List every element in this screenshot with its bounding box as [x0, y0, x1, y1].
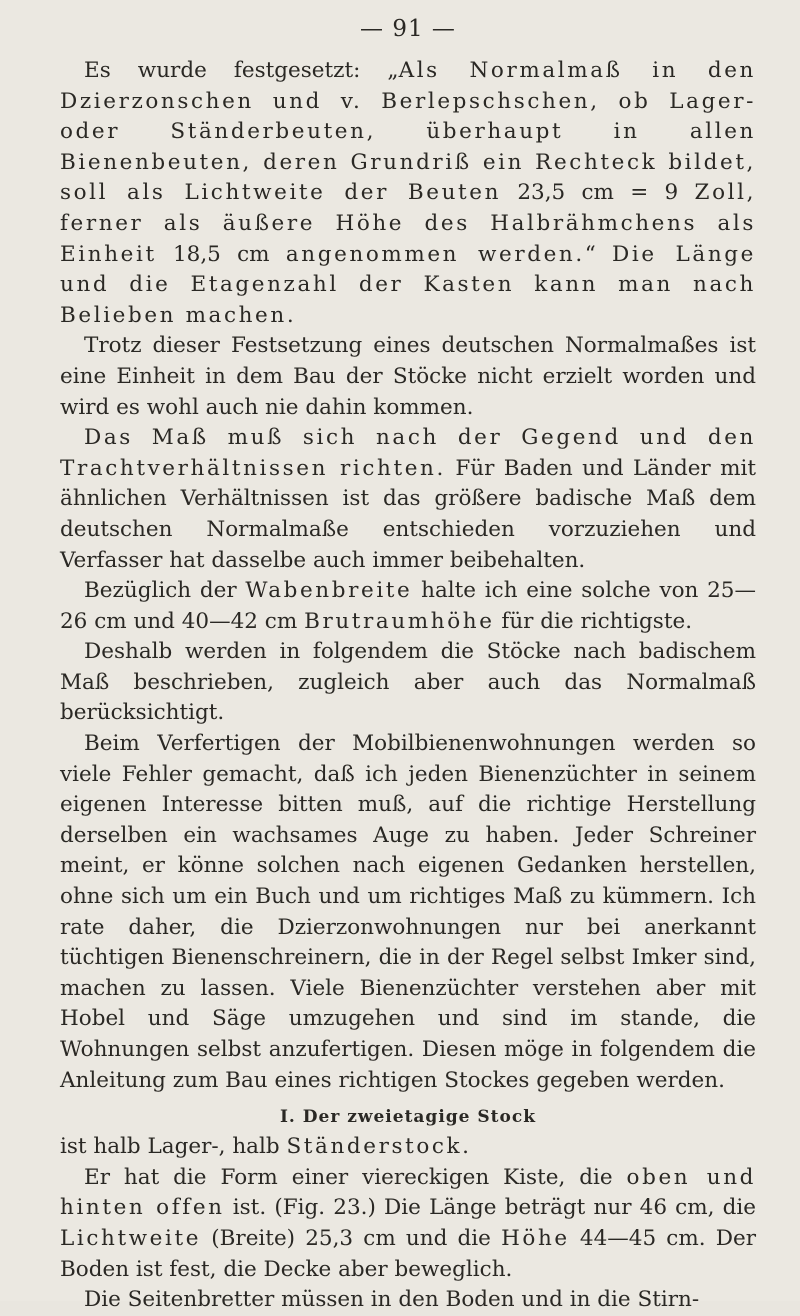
- spaced-text-run: Wabenbreite: [245, 578, 413, 604]
- paragraph: [60, 576, 756, 637]
- spaced-text-run: Die Länge und die Etagenzahl der Kasten kann man nach Belieben machen.: [60, 241, 756, 328]
- text-run: “: [584, 241, 613, 267]
- paragraph: [60, 56, 756, 331]
- spaced-text-run: Als Normalmaß in den Dzierzonschen und v. Berlepschschen, ob Lager- oder Ständerbeuten, überhaupt in allen Bienenbeuten, deren Grundriß ein Rechteck bildet, soll als Lichtweite der Beuten: [60, 58, 756, 206]
- paragraph: [60, 1163, 756, 1285]
- paragraph: [60, 637, 756, 729]
- text-run: Deshalb werden in folgendem die Stöcke nach badischem Maß beschrieben, zugleich aber auch das Normalmaß berücksichtigt.: [60, 639, 756, 726]
- text-run: Für Baden und Länder mit ähnlichen Verhältnissen ist das größere badische Maß dem deutschen Normalmaße entschieden vorzuziehen und Verfasser hat dasselbe auch immer beibehalten.: [60, 455, 757, 573]
- body-text: [60, 56, 756, 1316]
- spaced-text-run: Ständerstock.: [286, 1134, 472, 1160]
- paragraph: [60, 1132, 756, 1163]
- text-run: Beim Verfertigen der Mobilbienenwohnungen werden so viele Fehler gemacht, daß ich jeden Bienenzüchter in seinem eigenen Interesse bitten muß, auf die richtige Herstellung derselben ein wachsames Auge zu haben. Jeder Schreiner meint, er könne solchen nach eigenen Gedanken herstellen, ohne sich um ein Buch und um richtiges Maß zu kümmern. Ich rate daher, die Dzierzonwohnungen nur bei anerkannt tüchtigen Bienenschreinern, die in der Regel selbst Imker sind, machen zu lassen. Viele Bienenzüchter verstehen aber mit Hobel und Säge umzugehen und sind im stande, die Wohnungen selbst anzufertigen. Diesen möge in folgendem die Anleitung zum Bau eines richtigen Stockes gegeben werden.: [60, 731, 756, 1093]
- text-run: ist halb Lager-, halb: [60, 1134, 287, 1160]
- spaced-text-run: oben und hinten offen: [60, 1164, 757, 1221]
- spaced-text-run: Lichtweite: [60, 1225, 202, 1251]
- text-run: 23,5 cm = 9: [501, 180, 695, 206]
- text-run: ist. (Fig. 23.) Die Länge beträgt nur 46 cm, die: [224, 1195, 756, 1221]
- page-number-header: — 91 —: [360, 16, 456, 42]
- spaced-text-run: Höhe: [501, 1225, 570, 1251]
- text-run: Bezüglich der: [84, 578, 246, 604]
- text-run: halte ich eine solche von 25—26 cm und 40—42 cm: [60, 578, 756, 634]
- spaced-text-run: Zoll, ferner als äußere Höhe des Halbrähmchens als Einheit: [60, 180, 757, 267]
- text-run: für die richtigste.: [494, 608, 693, 634]
- paragraph: [60, 1285, 756, 1316]
- text-run: (Breite) 25,3 cm und die: [201, 1225, 502, 1251]
- text-run: Die Seitenbretter müssen in den Boden und in die Stirn-: [84, 1287, 700, 1313]
- paragraph-group: [60, 1132, 756, 1316]
- spaced-text-run: angenommen werden.: [285, 241, 585, 267]
- paragraph: [60, 423, 756, 576]
- text-run: Es wurde festgesetzt: „: [84, 58, 399, 83]
- section-heading: I. Der zweietagige Stock: [279, 1107, 537, 1128]
- text-run: Er hat die Form einer viereckigen Kiste, die: [84, 1164, 627, 1190]
- paragraph: [60, 729, 756, 1096]
- text-run: Trotz dieser Festsetzung eines deutschen Normalmaßes ist eine Einheit in dem Bau der Stöcke nicht erzielt worden und wird es wohl auch nie dahin kommen.: [60, 333, 756, 420]
- spaced-text-run: Brutraumhöhe: [304, 608, 495, 634]
- spaced-text-run: Das Maß muß sich nach der Gegend und den Trachtverhältnissen richten.: [60, 425, 756, 481]
- paragraph-group: [60, 56, 756, 1096]
- paragraph: [60, 331, 756, 423]
- text-run: 18,5 cm: [156, 241, 286, 267]
- text-run: 44—45 cm. Der Boden ist fest, die Decke aber beweglich.: [60, 1225, 756, 1282]
